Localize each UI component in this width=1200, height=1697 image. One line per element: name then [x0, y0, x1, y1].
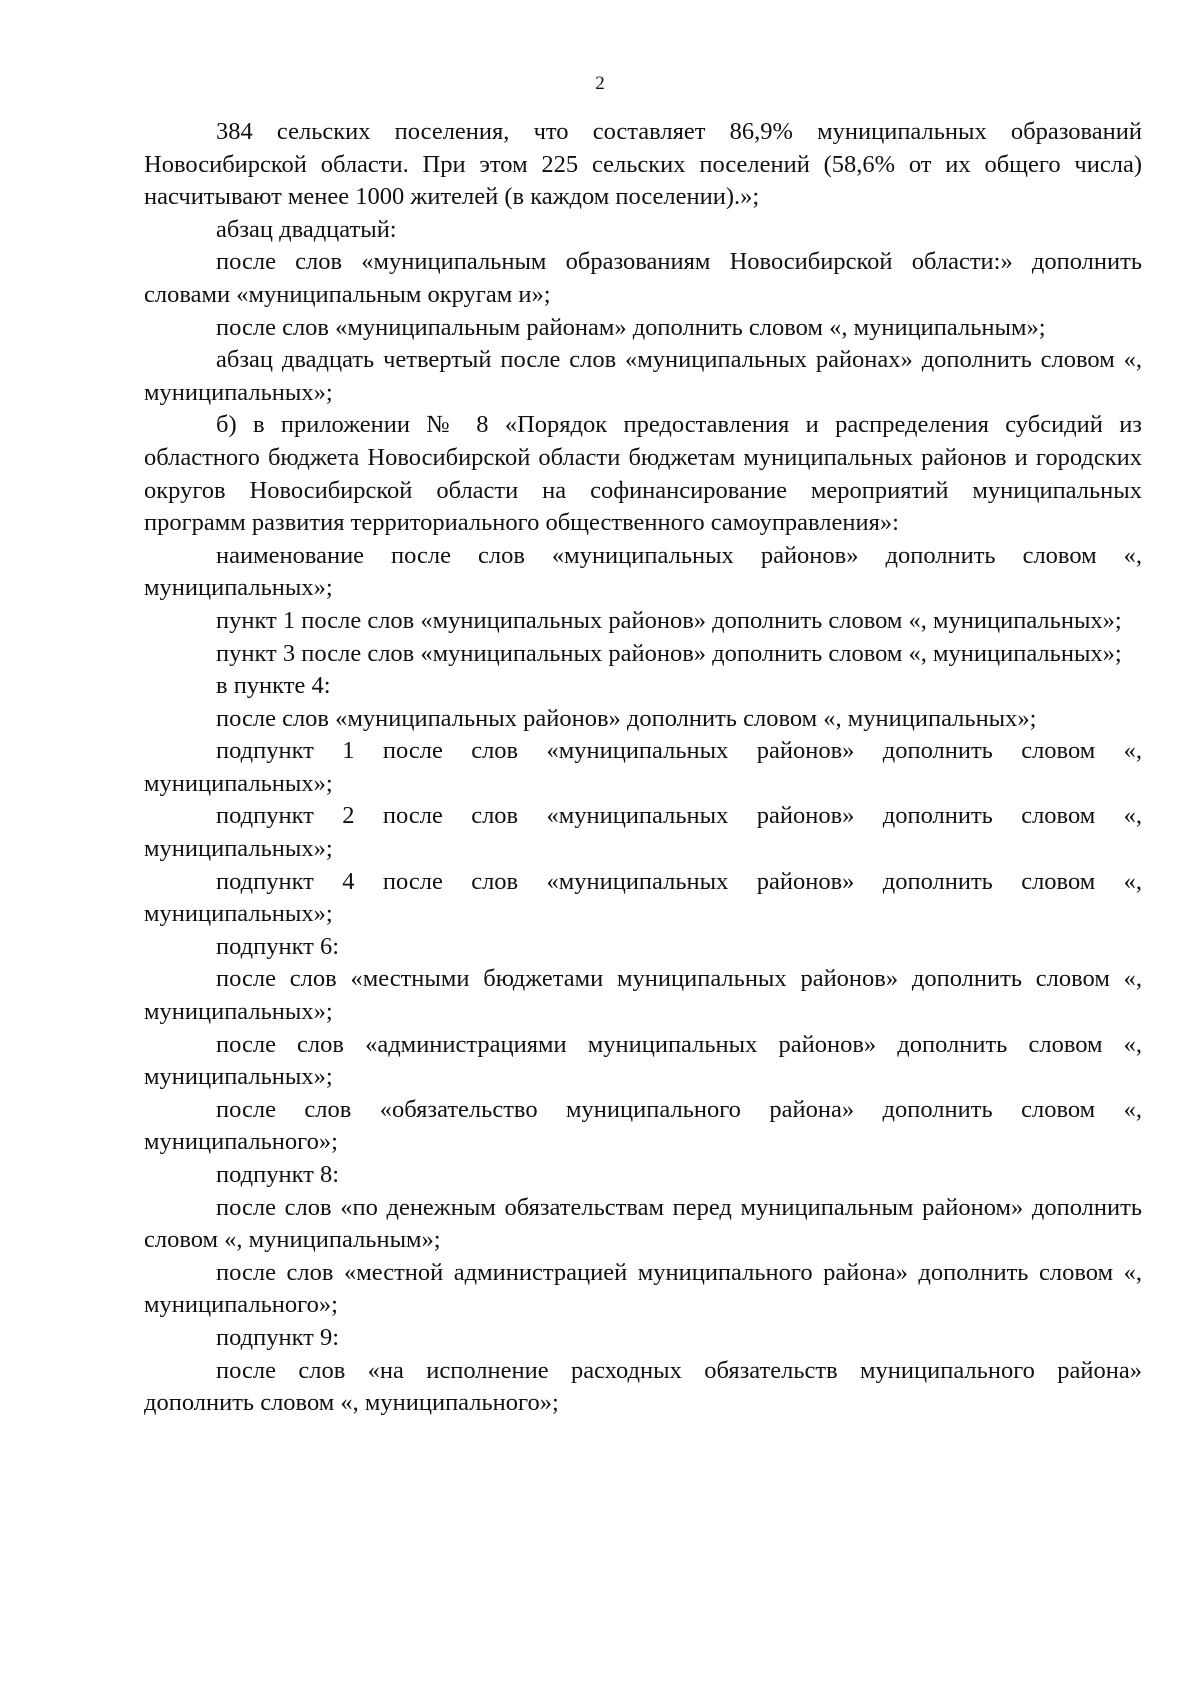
paragraph: абзац двадцать четвертый после слов «муниципальных районах» дополнить словом «, муниципальных»; — [144, 346, 1142, 406]
paragraph: после слов «на исполнение расходных обязательств муниципального района» дополнить словом «, муниципального»; — [144, 1356, 1142, 1417]
paragraph: в пункте 4: — [216, 672, 331, 700]
paragraph: после слов «муниципальным образованиям Новосибирской области:» дополнить словами «муниципальным округам и»; — [144, 248, 1142, 308]
paragraph: наименование после слов «муниципальных районов» дополнить словом «, муниципальных»; — [144, 541, 1142, 602]
paragraph: абзац двадцатый: — [216, 215, 397, 243]
page-number: 2 — [595, 73, 605, 94]
document-body — [144, 116, 1142, 1420]
paragraph: подпункт 4 после слов «муниципальных районов» дополнить словом «, муниципальных»; — [144, 867, 1142, 928]
paragraph: б) в приложении № 8 «Порядок предоставления и распределения субсидий из областного бюджета Новосибирской области бюджетам муниципальных районов и городских округов Новосибирской области на софинансирование мероприятий муниципальных программ развития территориального общественного самоуправления»: — [144, 411, 1142, 537]
paragraph: после слов «местными бюджетами муниципальных районов» дополнить словом «, муниципальных»; — [144, 965, 1142, 1026]
paragraph: подпункт 8: — [216, 1161, 340, 1188]
paragraph: после слов «администрациями муниципальных районов» дополнить словом «, муниципальных»; — [144, 1030, 1142, 1091]
paragraph: подпункт 2 после слов «муниципальных районов» дополнить словом «, муниципальных»; — [144, 802, 1142, 863]
paragraph: пункт 1 после слов «муниципальных районов» дополнить словом «, муниципальных»; — [216, 606, 1122, 634]
paragraph: после слов «местной администрацией муниципального района» дополнить словом «, муниципального»; — [144, 1258, 1142, 1319]
paragraph: после слов «обязательство муниципального района» дополнить словом «, муниципального»; — [144, 1095, 1142, 1156]
paragraph: после слов «по денежным обязательствам перед муниципальным районом» дополнить словом «, муниципальным»; — [144, 1193, 1142, 1254]
paragraph: после слов «муниципальным районам» дополнить словом «, муниципальным»; — [216, 313, 1046, 341]
paragraph: подпункт 6: — [216, 932, 340, 960]
paragraph: после слов «муниципальных районов» дополнить словом «, муниципальных»; — [216, 704, 1037, 732]
paragraph: подпункт 1 после слов «муниципальных районов» дополнить словом «, муниципальных»; — [144, 737, 1142, 797]
paragraph: подпункт 9: — [216, 1323, 340, 1351]
paragraph: пункт 3 после слов «муниципальных районов» дополнить словом «, муниципальных»; — [216, 639, 1122, 667]
paragraph: 384 сельских поселения, что составляет 86,9% муниципальных образований Новосибирской области. При этом 225 сельских поселений (58,6% от их общего числа) насчитывают менее 1000 жителей (в каждом поселении).»; — [144, 118, 1142, 211]
